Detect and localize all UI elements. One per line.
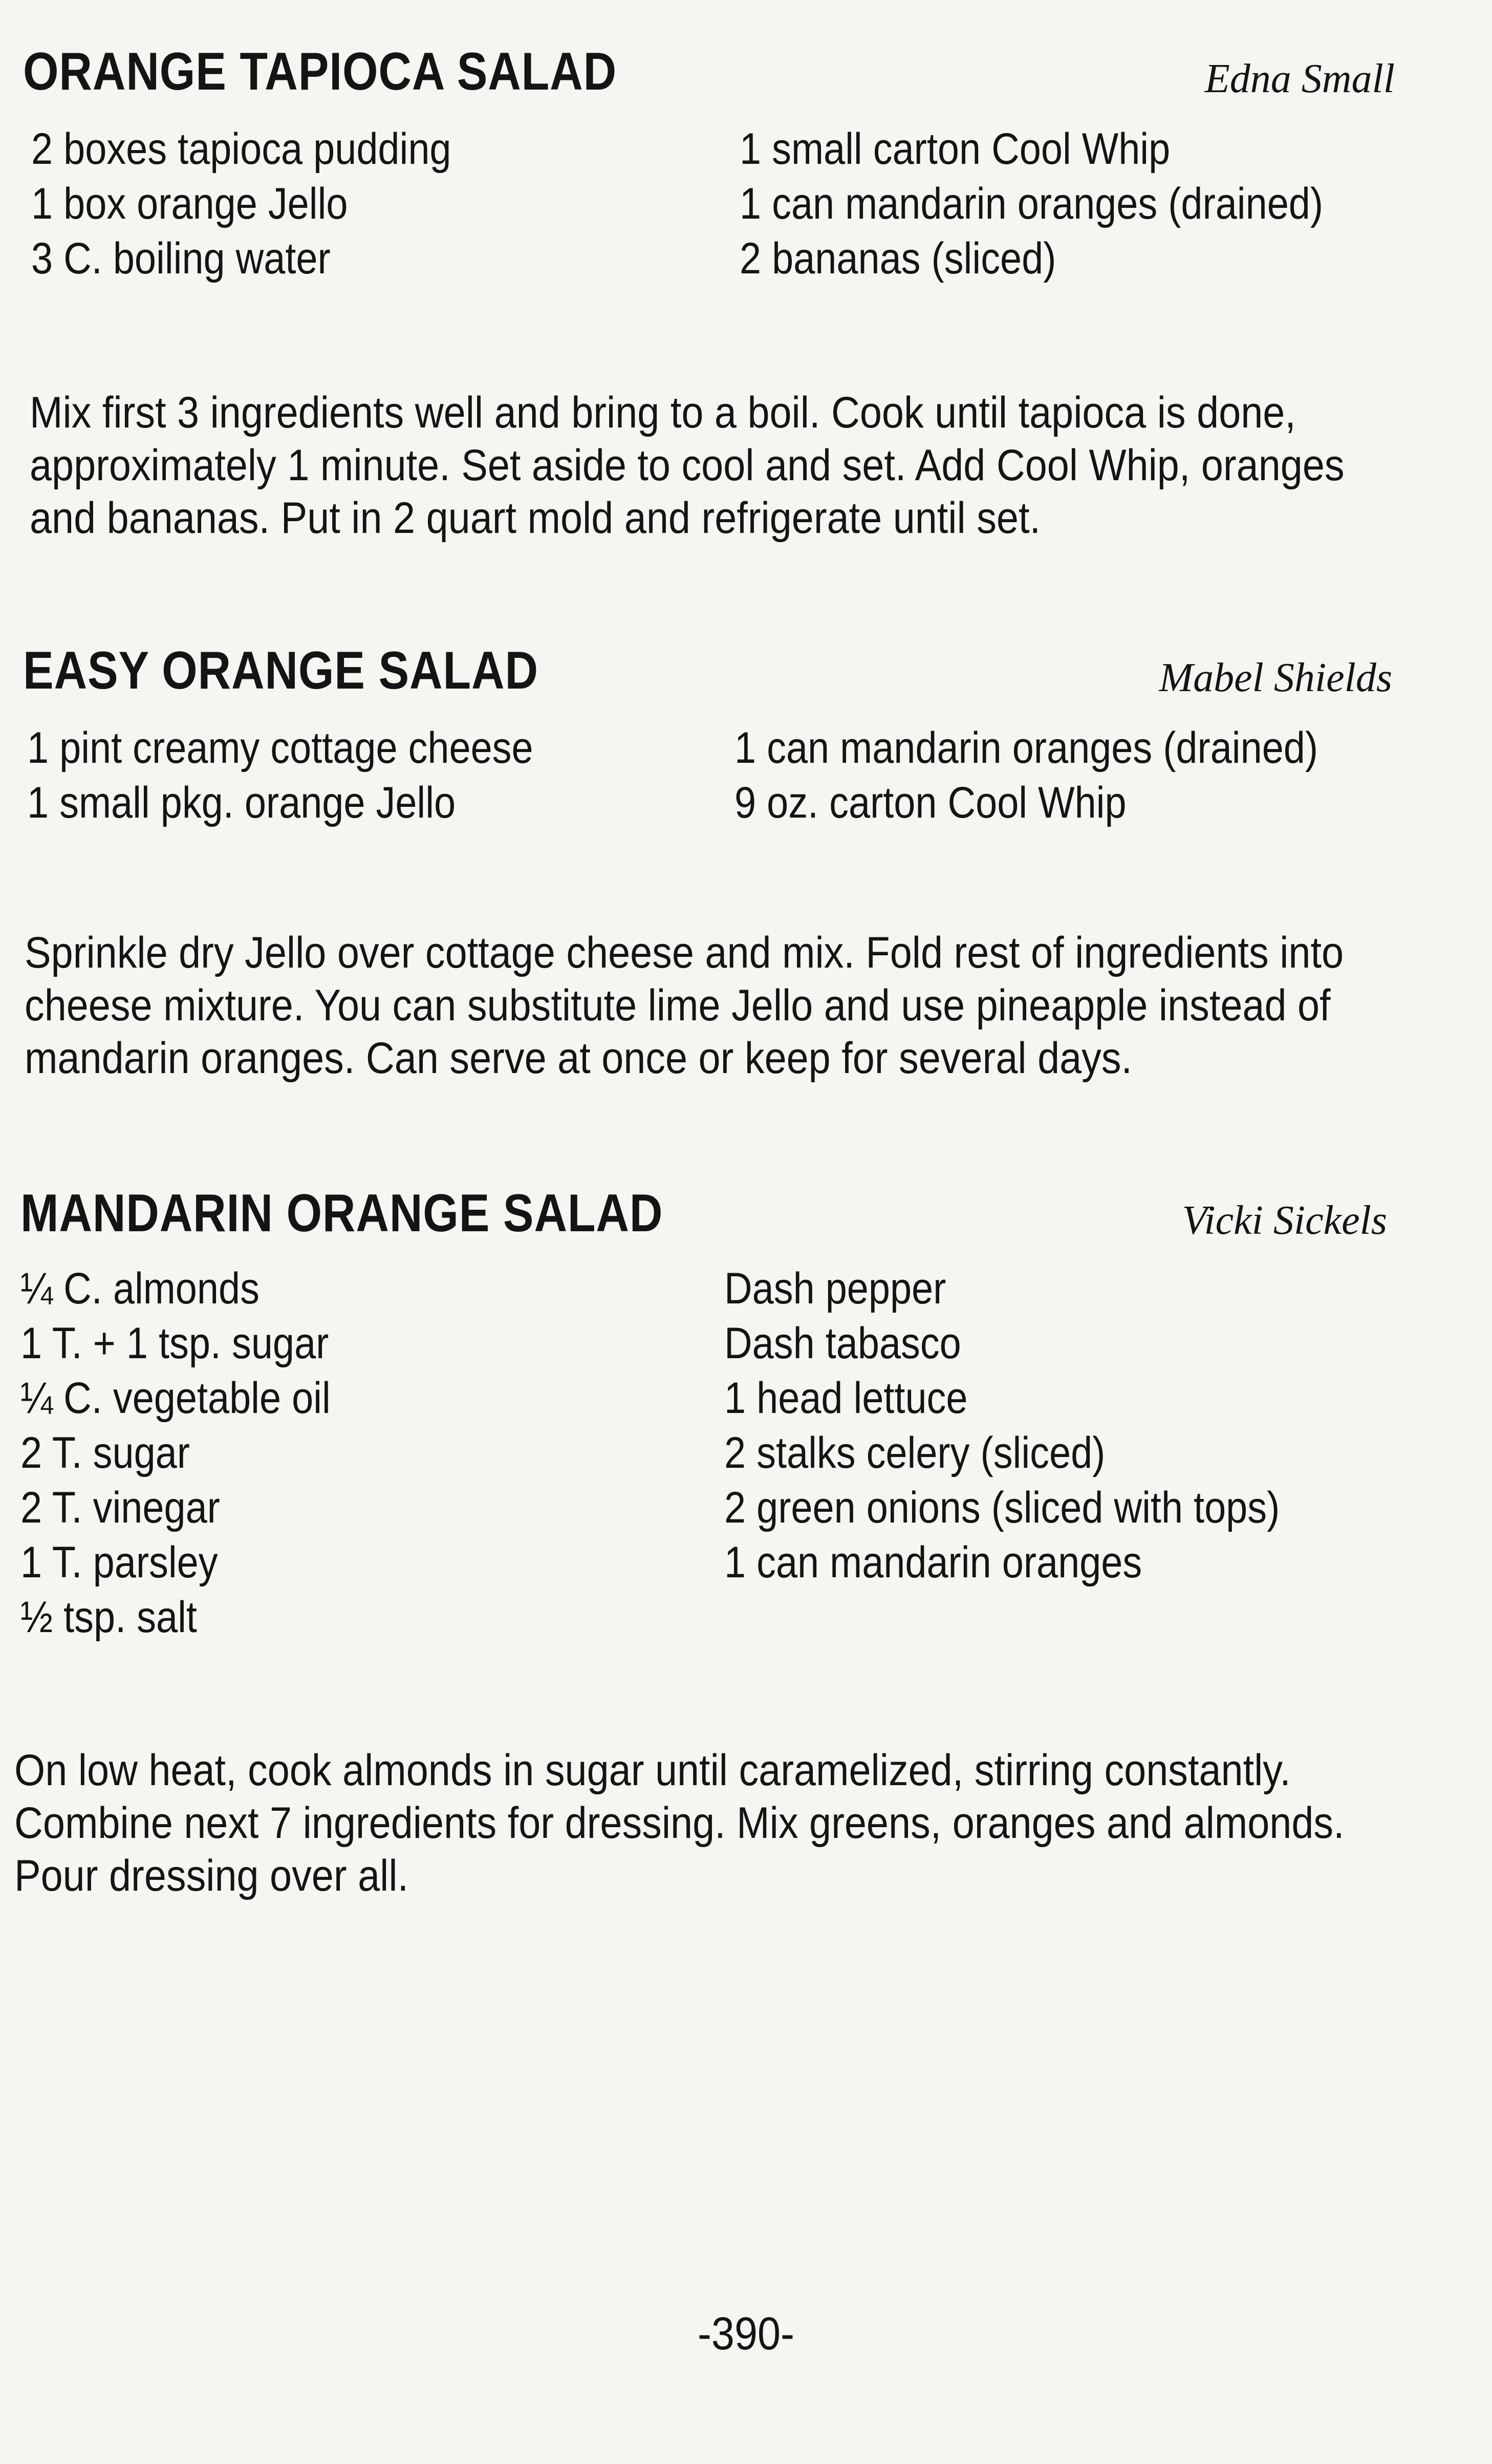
recipe-mandarin-orange-salad [20, 1183, 1387, 1645]
ingredient-column-left [20, 1261, 373, 1645]
ingredient-column-right [734, 721, 1398, 830]
recipe-header [23, 41, 1395, 108]
ingredient: 1 small pkg. orange Jello [27, 778, 456, 827]
instruction-line: approximately 1 minute. Set aside to cool and set. Add Cool Whip, oranges [30, 441, 1345, 490]
instruction-line: mandarin oranges. Can serve at once or keep for several days. [25, 1034, 1133, 1083]
ingredient: ¼ C. vegetable oil [20, 1374, 331, 1423]
ingredient: 2 boxes tapioca pudding [31, 124, 451, 174]
recipe-header [23, 640, 1392, 706]
instruction-line: cheese mixture. You can substitute lime Jello and use pineapple instead of [25, 981, 1331, 1030]
recipe-instructions [30, 387, 1345, 545]
recipe-header [20, 1183, 1387, 1249]
ingredient: 2 stalks celery (sliced) [724, 1428, 1106, 1477]
instruction-line: Sprinkle dry Jello over cottage cheese and mix. Fold rest of ingredients into [25, 928, 1344, 977]
ingredient: 1 T. parsley [20, 1538, 218, 1587]
ingredient-column-left [27, 721, 602, 830]
ingredient-list [23, 721, 1392, 830]
ingredient: Dash tabasco [724, 1319, 961, 1368]
recipe-author: Edna Small [1204, 56, 1395, 101]
ingredient: ¼ C. almonds [20, 1264, 260, 1313]
recipe-instructions [14, 1744, 1345, 1902]
ingredient: 1 head lettuce [724, 1374, 968, 1423]
ingredient: 1 pint creamy cottage cheese [27, 723, 533, 773]
recipe-title: ORANGE TAPIOCA SALAD [23, 42, 617, 101]
ingredient: 2 T. vinegar [20, 1483, 220, 1532]
ingredient: 1 can mandarin oranges (drained) [740, 179, 1324, 228]
recipe-easy-orange-salad [23, 640, 1392, 830]
recipe-author: Mabel Shields [1159, 655, 1392, 700]
recipe-instructions [25, 927, 1344, 1085]
recipe-title: EASY ORANGE SALAD [23, 641, 538, 700]
instruction-line: On low heat, cook almonds in sugar until caramelized, stirring constantly. [14, 1746, 1291, 1795]
ingredient-column-left [31, 122, 508, 286]
ingredient: 1 box orange Jello [31, 179, 348, 228]
ingredient: 2 green onions (sliced with tops) [724, 1483, 1280, 1532]
ingredient: 1 T. + 1 tsp. sugar [20, 1319, 329, 1368]
ingredient: 9 oz. carton Cool Whip [734, 778, 1127, 827]
recipe-author: Vicki Sickels [1182, 1198, 1387, 1243]
ingredient-column-right [724, 1261, 1355, 1590]
ingredient-list [23, 122, 1395, 286]
instruction-line: Combine next 7 ingredients for dressing. Mix greens, oranges and almonds. [14, 1798, 1345, 1848]
ingredient: 2 bananas (sliced) [740, 234, 1056, 283]
ingredient-list [20, 1261, 1387, 1645]
ingredient-column-right [740, 122, 1403, 286]
ingredient: 1 small carton Cool Whip [740, 124, 1171, 174]
ingredient: Dash pepper [724, 1264, 946, 1313]
instruction-line: Pour dressing over all. [14, 1851, 409, 1900]
ingredient: 3 C. boiling water [31, 234, 331, 283]
recipe-title: MANDARIN ORANGE SALAD [20, 1184, 663, 1243]
ingredient: 1 can mandarin oranges [724, 1538, 1142, 1587]
ingredient: ½ tsp. salt [20, 1593, 197, 1642]
ingredient: 2 T. sugar [20, 1428, 190, 1477]
instruction-line: Mix first 3 ingredients well and bring to a boil. Cook until tapioca is done, [30, 388, 1296, 437]
ingredient: 1 can mandarin oranges (drained) [734, 723, 1318, 773]
instruction-line: and bananas. Put in 2 quart mold and refrigerate until set. [30, 494, 1041, 543]
recipe-orange-tapioca-salad [23, 41, 1395, 286]
page-number: -390- [697, 2308, 795, 2360]
